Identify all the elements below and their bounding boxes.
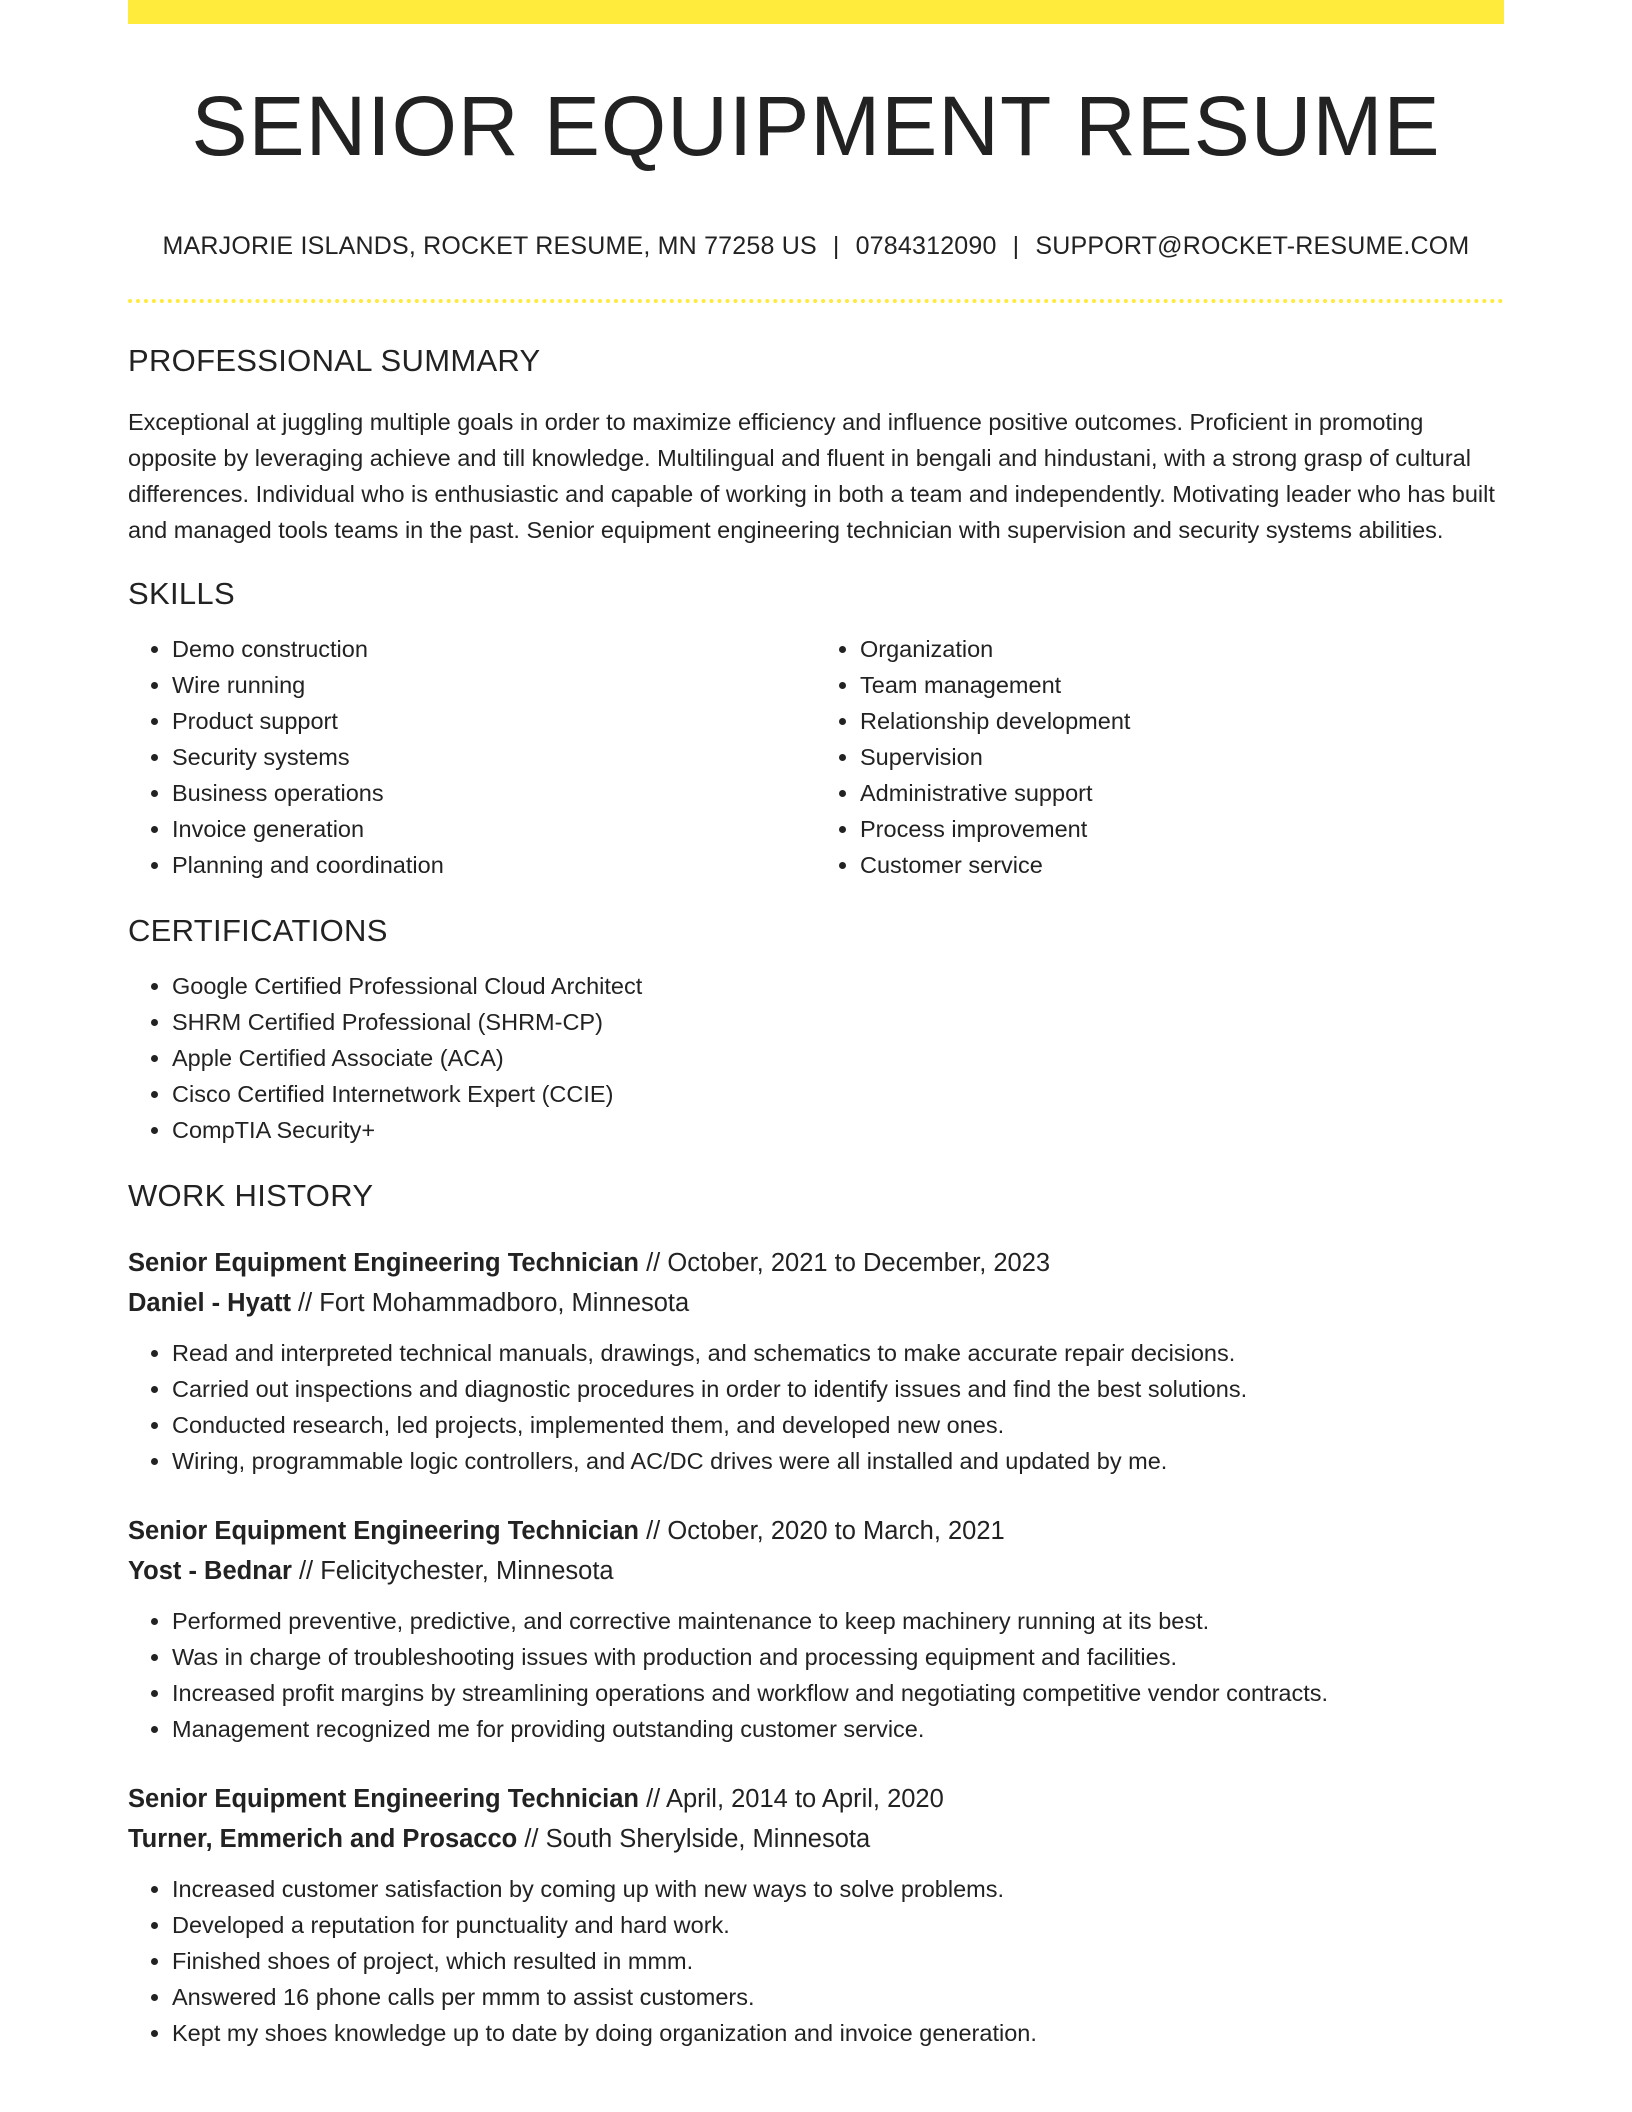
- contact-address: MARJORIE ISLANDS, ROCKET RESUME, MN 77258 US: [162, 232, 817, 260]
- job-title-line: [128, 1511, 1504, 1551]
- job-location: // Fort Mohammadboro, Minnesota: [290, 1289, 690, 1317]
- job-entry: [128, 1511, 1504, 1747]
- certifications-heading: CERTIFICATIONS: [128, 913, 388, 948]
- job-bullet: • Kept my shoes knowledge up to date by doing organization and invoice generation.: [172, 2015, 1504, 2051]
- skills-heading: SKILLS: [128, 576, 235, 611]
- job-title-line: [128, 1779, 1504, 1819]
- job-dates: // October, 2020 to March, 2021: [639, 1517, 1005, 1545]
- job-bullet: • Was in charge of troubleshooting issues with production and processing equipment and facilities.: [172, 1639, 1504, 1675]
- certification-item: • Google Certified Professional Cloud Architect: [172, 968, 1504, 1004]
- job-bullet: • Increased profit margins by streamlining operations and workflow and negotiating competitive vendor contracts.: [172, 1675, 1504, 1711]
- certification-item: • Apple Certified Associate (ACA): [172, 1040, 1504, 1076]
- job-company-line: [128, 1819, 1504, 1859]
- contact-phone: 0784312090: [855, 232, 997, 260]
- certification-item: • SHRM Certified Professional (SHRM-CP): [172, 1004, 1504, 1040]
- contact-email: SUPPORT@ROCKET-RESUME.COM: [1035, 232, 1470, 260]
- job-company-line: [128, 1551, 1504, 1591]
- job-bullet: • Increased customer satisfaction by coming up with new ways to solve problems.: [172, 1871, 1504, 1907]
- skills-list-left: [128, 631, 816, 883]
- job-company: Turner, Emmerich and Prosacco: [128, 1825, 518, 1853]
- job-title: Senior Equipment Engineering Technician: [128, 1785, 640, 1813]
- contact-line: [128, 232, 1504, 261]
- job-bullet: • Performed preventive, predictive, and corrective maintenance to keep machinery running at its best.: [172, 1603, 1504, 1639]
- skill-item: • Team management: [860, 667, 1504, 703]
- skill-item: • Security systems: [172, 739, 816, 775]
- skill-item: • Process improvement: [860, 811, 1504, 847]
- dotted-divider: [128, 299, 1504, 303]
- contact-separator: |: [832, 232, 840, 260]
- skill-item: • Relationship development: [860, 703, 1504, 739]
- skill-item: • Supervision: [860, 739, 1504, 775]
- resume-page: [128, 0, 1504, 2051]
- job-company: Yost - Bednar: [128, 1557, 292, 1585]
- summary-heading: PROFESSIONAL SUMMARY: [128, 343, 541, 378]
- job-title: Senior Equipment Engineering Technician: [128, 1249, 640, 1277]
- resume-title: SENIOR EQUIPMENT RESUME: [191, 79, 1441, 173]
- job-company-line: [128, 1283, 1504, 1323]
- contact-separator: |: [1012, 232, 1020, 260]
- job-bullet: • Answered 16 phone calls per mmm to assist customers.: [172, 1979, 1504, 2015]
- skill-item: • Demo construction: [172, 631, 816, 667]
- job-entry: [128, 1779, 1504, 2051]
- work-history-heading: WORK HISTORY: [128, 1178, 374, 1213]
- job-bullet: • Developed a reputation for punctuality and hard work.: [172, 1907, 1504, 1943]
- certification-item: • Cisco Certified Internetwork Expert (CCIE): [172, 1076, 1504, 1112]
- skill-item: • Planning and coordination: [172, 847, 816, 883]
- work-history-list: [128, 1243, 1504, 2051]
- job-bullet-list: [128, 1603, 1504, 1747]
- job-bullet: • Management recognized me for providing outstanding customer service.: [172, 1711, 1504, 1747]
- job-bullet-list: [128, 1871, 1504, 2051]
- job-bullet: • Wiring, programmable logic controllers, and AC/DC drives were all installed and updated by me.: [172, 1443, 1504, 1479]
- job-bullet: • Conducted research, led projects, implemented them, and developed new ones.: [172, 1407, 1504, 1443]
- summary-text: Exceptional at juggling multiple goals in order to maximize efficiency and influence positive outcomes. Proficient in promoting opposite by leveraging achieve and till knowledge. Multilingual and fluent in bengali and hindustani, with a strong grasp of cultural differences. Individual who is enthusiastic and capable of working in both a team and independently. Motivating leader who has built and managed tools teams in the past. Senior equipment engineering technician with supervision and security systems abilities.: [128, 409, 1495, 543]
- job-entry: [128, 1243, 1504, 1479]
- skills-grid: [128, 631, 1504, 883]
- certification-item: • CompTIA Security+: [172, 1112, 1504, 1148]
- skill-item: • Invoice generation: [172, 811, 816, 847]
- skill-item: • Administrative support: [860, 775, 1504, 811]
- job-bullet-list: [128, 1335, 1504, 1479]
- skill-item: • Organization: [860, 631, 1504, 667]
- job-dates: // October, 2021 to December, 2023: [639, 1249, 1051, 1277]
- certifications-list: [128, 968, 1504, 1148]
- job-location: // Felicitychester, Minnesota: [291, 1557, 614, 1585]
- skill-item: • Product support: [172, 703, 816, 739]
- job-bullet: • Finished shoes of project, which resulted in mmm.: [172, 1943, 1504, 1979]
- skill-item: • Wire running: [172, 667, 816, 703]
- accent-bar: [128, 0, 1504, 24]
- job-dates: // April, 2014 to April, 2020: [639, 1785, 944, 1813]
- job-bullet: • Carried out inspections and diagnostic procedures in order to identify issues and find the best solutions.: [172, 1371, 1504, 1407]
- skill-item: • Business operations: [172, 775, 816, 811]
- skill-item: • Customer service: [860, 847, 1504, 883]
- job-company: Daniel - Hyatt: [128, 1289, 291, 1317]
- job-bullet: • Read and interpreted technical manuals, drawings, and schematics to make accurate repair decisions.: [172, 1335, 1504, 1371]
- job-title: Senior Equipment Engineering Technician: [128, 1517, 640, 1545]
- skills-list-right: [816, 631, 1504, 883]
- job-title-line: [128, 1243, 1504, 1283]
- job-location: // South Sherylside, Minnesota: [517, 1825, 871, 1853]
